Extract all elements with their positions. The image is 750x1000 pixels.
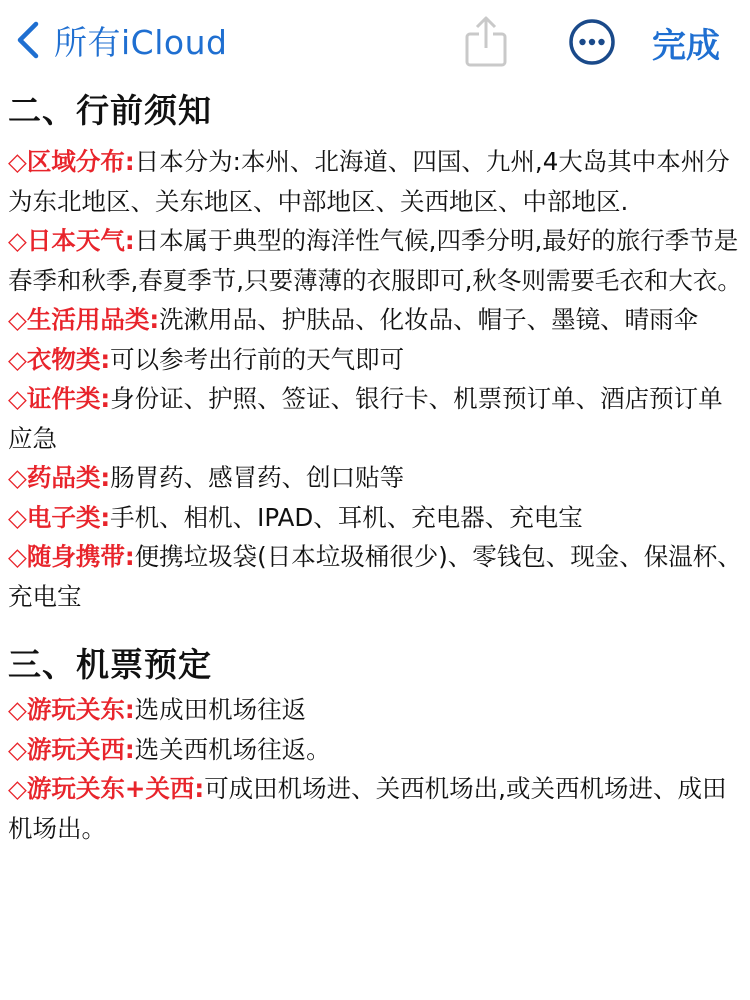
chevron-left-icon	[14, 20, 44, 60]
list-item: ◇电子类:手机、相机、IPAD、耳机、充电器、充电宝	[8, 502, 583, 532]
item-text: 选成田机场往返	[134, 695, 307, 724]
item-label: 游玩关东	[26, 695, 125, 724]
done-button[interactable]: 完成	[652, 26, 720, 66]
item-text: 肠胃药、感冒药、创口贴等	[110, 463, 405, 492]
back-button[interactable]	[14, 14, 227, 66]
diamond-bullet: ◇	[8, 774, 27, 803]
diamond-bullet: ◇	[8, 502, 27, 532]
item-label: 随身携带	[26, 542, 125, 571]
note-body[interactable]	[8, 88, 746, 848]
diamond-bullet: ◇	[8, 695, 27, 724]
list-item: ◇衣物类:可以参考出行前的天气即可	[8, 344, 405, 374]
list-item: ◇药品类:肠胃药、感冒药、创口贴等	[8, 463, 405, 492]
list-item: ◇游玩关西:选关西机场往返。	[8, 734, 331, 764]
diamond-bullet: ◇	[8, 305, 27, 334]
more-ellipsis-icon[interactable]	[568, 18, 616, 66]
item-label: 区域分布	[26, 147, 125, 176]
item-text: 可以参考出行前的天气即可	[110, 344, 405, 374]
diamond-bullet: ◇	[8, 542, 27, 571]
item-label: 游玩关东+关西	[26, 774, 195, 803]
list-item: ◇游玩关东:选成田机场往返	[8, 695, 307, 724]
item-text: 日本分为:本州、北海道、四国、九州,4大岛其中本州分为东北地区、关东地区、中部地区、关西地区、中部地区.	[8, 147, 730, 216]
item-text: 手机、相机、IPAD、耳机、充电器、充电宝	[110, 502, 583, 532]
item-label: 游玩关西	[26, 734, 125, 764]
item-label: 生活用品类	[26, 305, 150, 334]
item-label: 证件类	[26, 384, 101, 413]
diamond-bullet: ◇	[8, 147, 27, 176]
item-text: 可成田机场进、关西机场出,或关西机场进、成田机场出。	[8, 774, 727, 843]
list-item: ◇生活用品类:洗漱用品、护肤品、化妆品、帽子、墨镜、晴雨伞	[8, 305, 699, 334]
diamond-bullet: ◇	[8, 226, 27, 255]
list-item: ◇日本天气:日本属于典型的海洋性气候,四季分明,最好的旅行季节是春季和秋季,春夏季节,只要薄薄的衣服即可,秋冬则需要毛衣和大衣。	[8, 226, 742, 295]
nav-bar	[0, 0, 750, 82]
back-label: 所有iCloud	[54, 22, 228, 62]
item-text: 日本属于典型的海洋性气候,四季分明,最好的旅行季节是春季和秋季,春夏季节,只要薄薄的衣服即可,秋冬则需要毛衣和大衣。	[8, 226, 742, 295]
item-text: 选关西机场往返。	[134, 734, 331, 764]
diamond-bullet: ◇	[8, 463, 27, 492]
share-icon[interactable]	[462, 14, 510, 68]
item-label: 药品类	[26, 463, 101, 492]
item-text: 身份证、护照、签证、银行卡、机票预订单、酒店预订单应急	[8, 384, 723, 453]
list-item: ◇游玩关东+关西:可成田机场进、关西机场出,或关西机场进、成田机场出。	[8, 774, 727, 843]
item-label: 衣物类	[26, 344, 101, 374]
list-item: ◇随身携带:便携垃圾袋(日本垃圾桶很少)、零钱包、现金、保温杯、充电宝	[8, 542, 742, 611]
diamond-bullet: ◇	[8, 734, 27, 764]
diamond-bullet: ◇	[8, 384, 27, 413]
list-item: ◇证件类:身份证、护照、签证、银行卡、机票预订单、酒店预订单应急	[8, 384, 723, 453]
item-text: 洗漱用品、护肤品、化妆品、帽子、墨镜、晴雨伞	[159, 305, 699, 334]
item-label: 电子类	[26, 502, 101, 532]
list-item: ◇区域分布:日本分为:本州、北海道、四国、九州,4大岛其中本州分为东北地区、关东地区、中部地区、关西地区、中部地区.	[8, 147, 730, 216]
item-text: 便携垃圾袋(日本垃圾桶很少)、零钱包、现金、保温杯、充电宝	[8, 542, 742, 611]
section-title: 三、机票预定	[8, 645, 212, 684]
section-title: 二、行前须知	[8, 91, 212, 130]
item-label: 日本天气	[26, 226, 125, 255]
diamond-bullet: ◇	[8, 344, 27, 374]
